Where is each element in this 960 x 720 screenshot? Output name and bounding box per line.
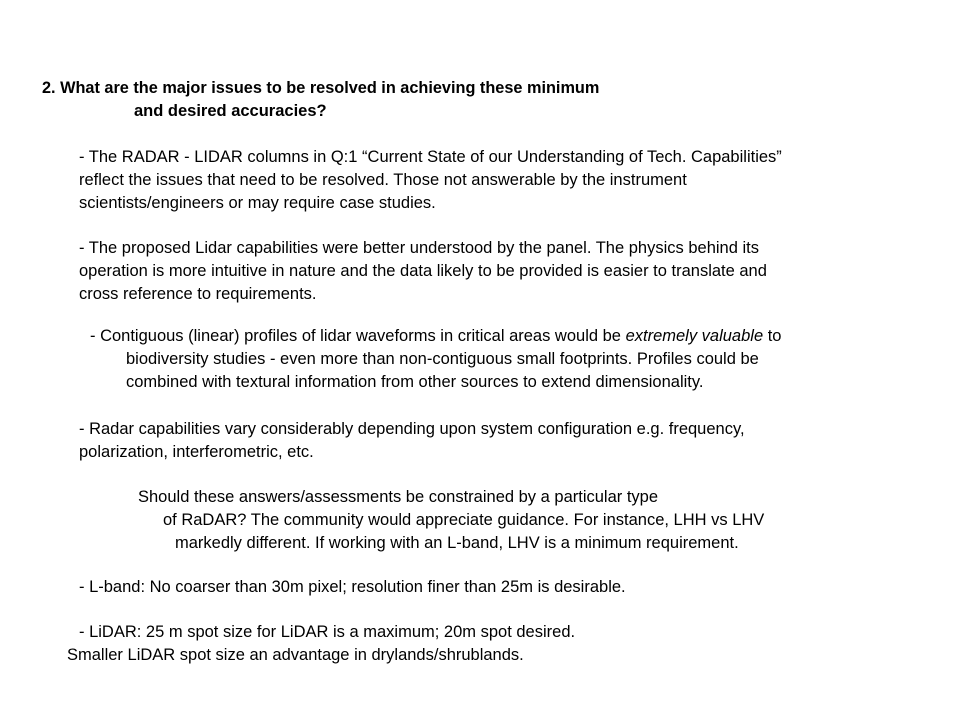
paragraph-line: combined with textural information from other sources to extend dimensionality. (126, 373, 704, 391)
paragraph-line: - Radar capabilities vary considerably depending upon system configuration e.g. frequency, (79, 420, 745, 438)
paragraph-line (90, 325, 782, 347)
paragraph-line: scientists/engineers or may require case studies. (79, 194, 436, 212)
question-line-1: 2. What are the major issues to be resolved in achieving these minimum (42, 79, 600, 97)
paragraph-line: - L-band: No coarser than 30m pixel; resolution finer than 25m is desirable. (79, 578, 626, 596)
paragraph-line: operation is more intuitive in nature and the data likely to be provided is easier to translate and (79, 262, 767, 280)
question-line-2: and desired accuracies? (134, 102, 327, 120)
paragraph-line: Smaller LiDAR spot size an advantage in drylands/shrublands. (67, 646, 524, 664)
emphasis-text: extremely valuable (625, 327, 764, 345)
paragraph-line: - The proposed Lidar capabilities were better understood by the panel. The physics behind its (79, 239, 759, 257)
text-span: - Contiguous (linear) profiles of lidar waveforms in critical areas would be (90, 327, 626, 345)
paragraph-line: - LiDAR: 25 m spot size for LiDAR is a maximum; 20m spot desired. (79, 623, 576, 641)
paragraph-line: biodiversity studies - even more than non-contiguous small footprints. Profiles could be (126, 350, 759, 368)
text-span: to (763, 327, 782, 345)
paragraph-line: cross reference to requirements. (79, 285, 317, 303)
paragraph-line: reflect the issues that need to be resolved. Those not answerable by the instrument (79, 171, 687, 189)
paragraph-line: of RaDAR? The community would appreciate guidance. For instance, LHH vs LHV (163, 511, 765, 529)
paragraph-line: markedly different. If working with an L-band, LHV is a minimum requirement. (175, 534, 739, 552)
paragraph-line: Should these answers/assessments be constrained by a particular type (138, 488, 659, 506)
paragraph-line: - The RADAR - LIDAR columns in Q:1 “Current State of our Understanding of Tech. Capabilities” (79, 148, 782, 166)
paragraph-line: polarization, interferometric, etc. (79, 443, 314, 461)
